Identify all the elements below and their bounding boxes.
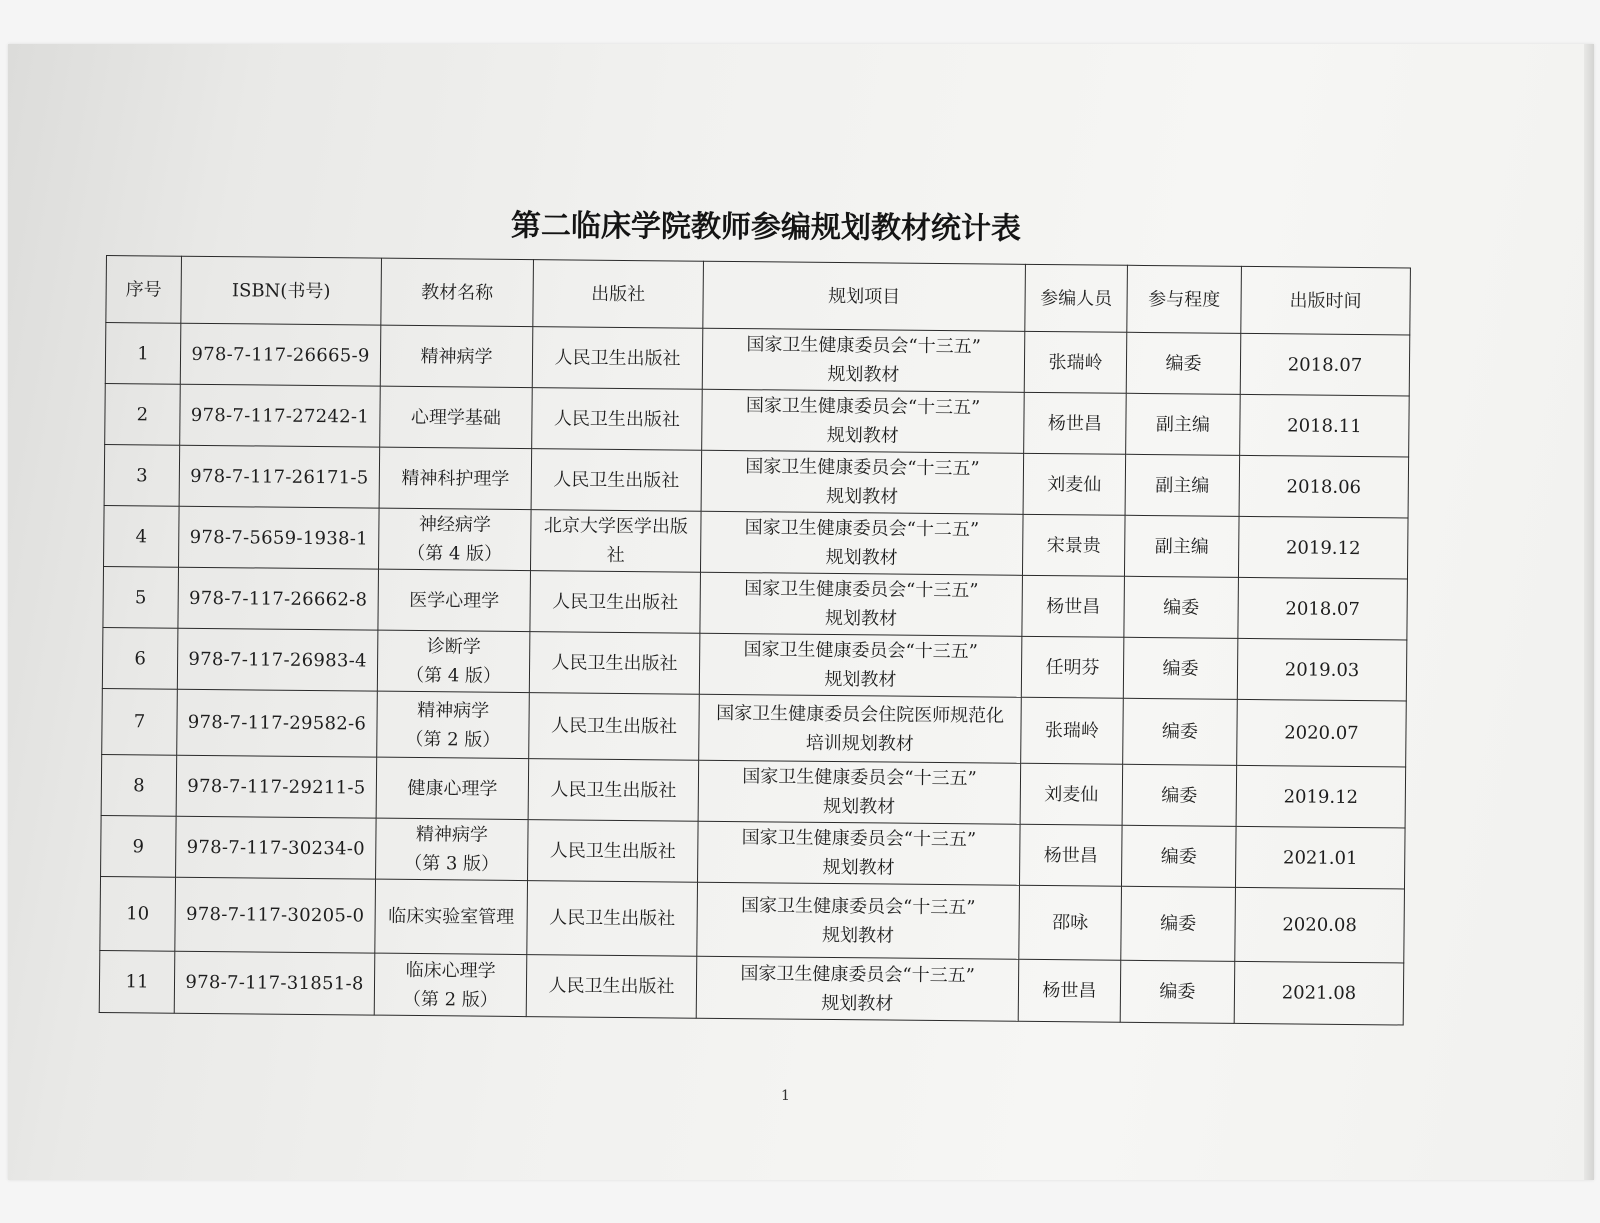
name-line-1: 神经病学 [418, 514, 492, 536]
cell-person: 任明芬 [1021, 636, 1124, 698]
cell-textbook-name [380, 325, 533, 387]
cell-date: 2020.07 [1237, 699, 1407, 767]
cell-isbn: 978-7-117-27242-1 [180, 384, 381, 447]
project-line-2: 规划教材 [821, 992, 894, 1015]
publisher-line-1: 人民卫生出版社 [550, 778, 677, 801]
name-line-1: 临床实验室管理 [388, 905, 515, 928]
project-line-1: 国家卫生健康委员会“十三五” [740, 894, 976, 918]
cell-publisher [532, 388, 703, 451]
cell-index: 3 [104, 444, 180, 506]
cell-isbn: 978-7-117-26665-9 [180, 323, 381, 386]
name-line-1: 健康心理学 [407, 777, 498, 800]
cell-publisher [532, 327, 703, 390]
cell-date: 2019.12 [1238, 516, 1408, 579]
publisher-line-1: 人民卫生出版社 [549, 907, 676, 930]
textbook-statistics-table [99, 255, 1411, 1025]
cell-date: 2019.12 [1236, 765, 1406, 828]
cell-date: 2018.06 [1239, 455, 1409, 518]
cell-textbook-name [377, 630, 530, 692]
cell-role: 副主编 [1124, 515, 1239, 577]
cell-person: 杨世昌 [1022, 575, 1125, 637]
table-row [100, 876, 1405, 963]
project-line-2: 培训规划教材 [805, 732, 914, 755]
project-line-2: 规划教材 [821, 924, 895, 947]
cell-person: 刘麦仙 [1020, 763, 1123, 825]
cell-index: 4 [104, 505, 180, 567]
cell-index: 1 [105, 323, 181, 385]
cell-date: 2020.08 [1235, 887, 1405, 963]
cell-project [700, 572, 1023, 636]
cell-textbook-name [378, 508, 531, 570]
cell-person: 张瑞岭 [1024, 331, 1127, 393]
project-line-2: 规划教材 [822, 856, 895, 879]
cell-publisher [528, 820, 699, 883]
name-line-2: （第 2 版） [402, 988, 498, 1011]
publisher-line-1: 人民卫生出版社 [554, 346, 681, 370]
cell-isbn: 978-7-5659-1938-1 [179, 506, 380, 569]
document-title: 第二临床学院教师参编规划教材统计表 [510, 208, 1022, 247]
cell-isbn: 978-7-117-26171-5 [179, 445, 380, 508]
cell-date: 2018.07 [1240, 333, 1410, 396]
project-line-2: 规划教材 [826, 485, 899, 508]
cell-textbook-name [378, 569, 531, 631]
cell-role: 编委 [1120, 960, 1235, 1023]
header-cell-index: 序号 [106, 256, 182, 324]
cell-isbn: 978-7-117-26662-8 [178, 567, 379, 630]
publisher-line-1: 北京大学医学出版 [543, 515, 689, 538]
publisher-line-1: 人民卫生出版社 [553, 407, 681, 431]
project-line-1: 国家卫生健康委员会“十三五” [744, 578, 979, 602]
cell-textbook-name [377, 691, 530, 758]
cell-isbn: 978-7-117-31851-8 [174, 951, 375, 1015]
cell-isbn: 978-7-117-29582-6 [177, 689, 378, 757]
project-line-1: 国家卫生健康委员会“十三五” [743, 639, 979, 663]
project-line-2: 规划教材 [824, 668, 897, 691]
cell-role: 副主编 [1125, 454, 1240, 516]
name-line-2: （第 4 版） [407, 542, 503, 565]
cell-project [699, 694, 1022, 763]
cell-project [697, 882, 1020, 959]
project-line-1: 国家卫生健康委员会“十三五” [745, 456, 980, 480]
publisher-line-1: 人民卫生出版社 [549, 839, 676, 862]
header-cell-date: 出版时间 [1241, 266, 1411, 335]
cell-project [698, 821, 1021, 885]
cell-textbook-name [376, 757, 529, 819]
project-line-2: 规划教材 [827, 363, 900, 386]
name-line-1: 医学心理学 [409, 589, 500, 612]
cell-index: 11 [99, 950, 175, 1013]
cell-index: 8 [101, 754, 177, 816]
page-number: 1 [781, 1088, 790, 1104]
header-cell-isbn: ISBN(书号) [181, 256, 382, 325]
cell-person: 张瑞岭 [1021, 697, 1124, 764]
cell-publisher [528, 759, 699, 822]
header-cell-person: 参编人员 [1025, 264, 1128, 332]
cell-isbn: 978-7-117-30234-0 [176, 816, 377, 879]
cell-index: 10 [100, 876, 176, 951]
project-line-2: 规划教材 [825, 546, 898, 569]
header-cell-textbook-name: 教材名称 [381, 258, 534, 326]
table-row [102, 688, 1407, 767]
cell-role: 编委 [1122, 764, 1237, 826]
cell-date: 2021.01 [1235, 826, 1405, 889]
name-line-2: （第 4 版） [405, 664, 502, 687]
cell-publisher [526, 955, 697, 1019]
cell-index: 2 [105, 383, 181, 445]
cell-publisher [530, 510, 701, 573]
cell-index: 5 [103, 566, 179, 628]
publisher-line-1: 人民卫生出版社 [550, 715, 678, 738]
name-line-1: 精神病学 [415, 824, 489, 846]
publisher-line-1: 人民卫生出版社 [552, 590, 679, 614]
publisher-line-1: 人民卫生出版社 [553, 468, 680, 492]
cell-publisher [530, 571, 701, 634]
project-line-1: 国家卫生健康委员会“十三五” [745, 395, 981, 419]
cell-textbook-name [380, 386, 533, 448]
cell-date: 2018.11 [1240, 394, 1410, 457]
cell-date: 2021.08 [1234, 961, 1404, 1025]
header-cell-project: 规划项目 [703, 261, 1026, 331]
project-line-2: 规划教材 [823, 795, 896, 818]
cell-person: 刘麦仙 [1023, 453, 1126, 515]
cell-textbook-name [376, 818, 529, 880]
project-line-1: 国家卫生健康委员会住院医师规范化 [716, 702, 1005, 727]
name-line-2: （第 2 版） [405, 728, 501, 751]
cell-publisher [529, 693, 700, 761]
cell-publisher [531, 449, 702, 512]
cell-isbn: 978-7-117-26983-4 [177, 628, 378, 691]
project-line-1: 国家卫生健康委员会“十三五” [741, 827, 977, 851]
cell-role: 编委 [1123, 698, 1238, 765]
cell-project [698, 760, 1021, 824]
header-cell-role: 参与程度 [1127, 265, 1242, 333]
cell-person: 杨世昌 [1018, 959, 1121, 1022]
cell-isbn: 978-7-117-30205-0 [175, 877, 376, 953]
cell-person: 杨世昌 [1019, 824, 1122, 886]
name-line-1: 精神病学 [417, 699, 490, 722]
name-line-1: 精神病学 [420, 345, 493, 368]
cell-person: 邵咏 [1019, 885, 1122, 960]
cell-project [702, 328, 1025, 392]
cell-date: 2018.07 [1238, 577, 1408, 640]
cell-isbn: 978-7-117-29211-5 [176, 755, 377, 818]
cell-project [696, 956, 1019, 1021]
cell-textbook-name [379, 447, 532, 509]
cell-project [699, 633, 1022, 697]
publisher-line-2: 社 [606, 544, 625, 566]
cell-index: 6 [102, 627, 178, 689]
name-line-1: 临床心理学 [405, 959, 496, 982]
name-line-1: 心理学基础 [410, 406, 502, 429]
cell-project [702, 389, 1025, 453]
project-line-1: 国家卫生健康委员会“十三五” [742, 766, 977, 790]
cell-role: 编委 [1124, 576, 1239, 638]
cell-role: 编委 [1123, 637, 1238, 699]
cell-person: 杨世昌 [1024, 392, 1127, 454]
publisher-line-1: 人民卫生出版社 [548, 975, 675, 998]
cell-date: 2019.03 [1237, 638, 1407, 701]
cell-index: 9 [101, 815, 177, 877]
project-line-1: 国家卫生健康委员会“十三五” [746, 334, 981, 358]
cell-role: 副主编 [1126, 393, 1241, 455]
name-line-2: （第 3 版） [404, 852, 500, 875]
cell-project [700, 511, 1023, 575]
table-header-row [106, 256, 1411, 336]
publisher-line-1: 人民卫生出版社 [551, 651, 678, 675]
statistics-table-container [99, 255, 1410, 1025]
header-cell-publisher: 出版社 [533, 260, 704, 329]
project-line-1: 国家卫生健康委员会“十二五” [744, 517, 980, 541]
cell-role: 编委 [1121, 886, 1236, 961]
cell-textbook-name [375, 879, 528, 954]
cell-project [701, 450, 1024, 514]
cell-role: 编委 [1121, 825, 1236, 887]
project-line-2: 规划教材 [826, 424, 899, 447]
table-row [99, 950, 1404, 1025]
cell-role: 编委 [1126, 332, 1241, 394]
name-line-1: 诊断学 [426, 636, 481, 658]
cell-person: 宋景贵 [1022, 514, 1125, 576]
cell-textbook-name [374, 953, 527, 1016]
project-line-1: 国家卫生健康委员会“十三五” [740, 962, 975, 986]
cell-publisher [529, 632, 700, 695]
cell-index: 7 [102, 688, 178, 755]
cell-publisher [527, 881, 698, 957]
name-line-1: 精神科护理学 [401, 467, 510, 490]
project-line-2: 规划教材 [824, 607, 898, 630]
